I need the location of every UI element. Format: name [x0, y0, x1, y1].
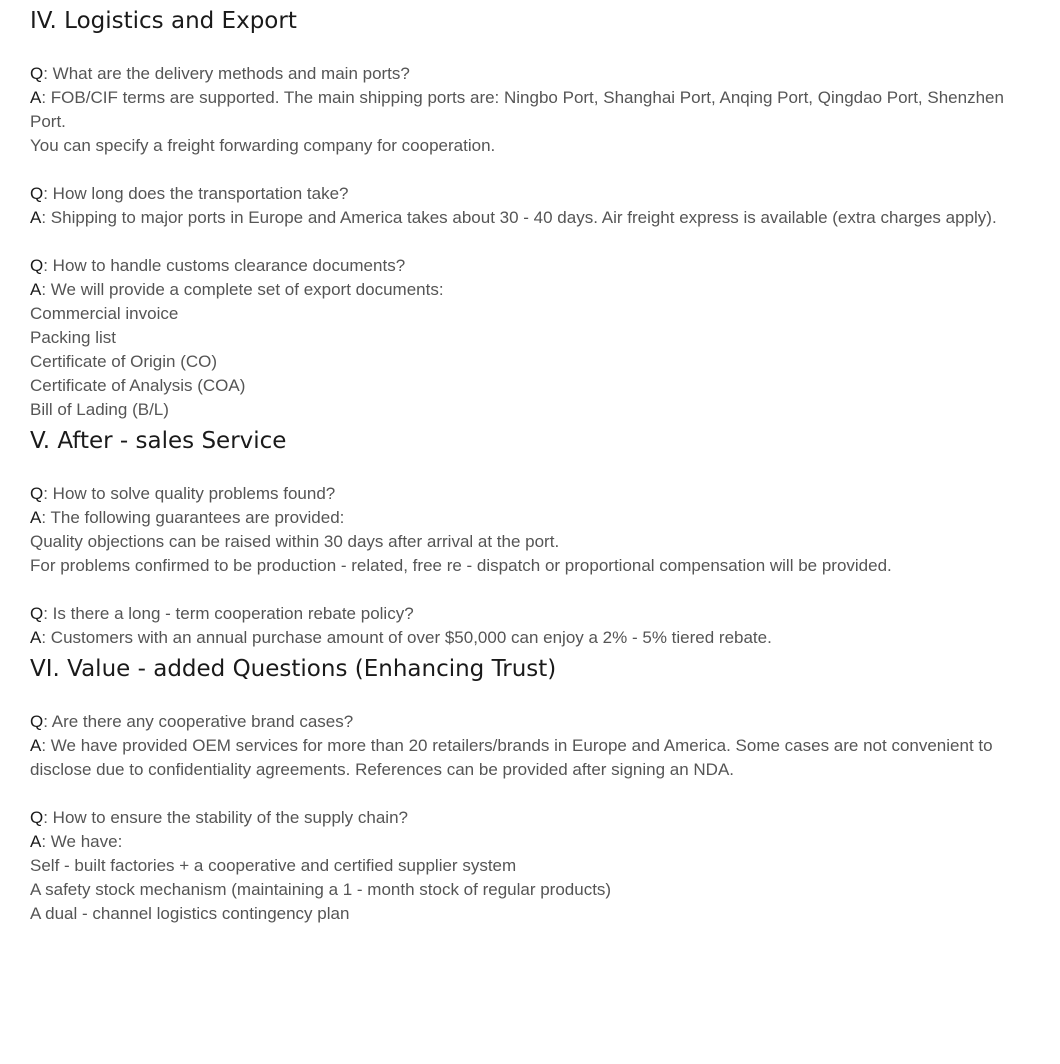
question-text: : How to ensure the stability of the supply chain?	[43, 808, 408, 827]
question-tag: Q	[30, 604, 44, 623]
answer-tag: A	[30, 736, 42, 755]
answer	[30, 206, 1030, 230]
answer	[30, 626, 1030, 650]
qa-item	[30, 182, 1030, 230]
qa-item	[30, 602, 1030, 650]
answer-tag: A	[30, 832, 42, 851]
question-tag: Q	[30, 64, 44, 83]
section-title: IV. Logistics and Export	[30, 8, 297, 34]
answer	[30, 506, 1030, 530]
answer-detail: Commercial invoice	[30, 304, 179, 323]
answer-detail: Self - built factories + a cooperative and certified supplier system	[30, 856, 517, 875]
answer-tag: A	[30, 628, 42, 647]
answer-text: : Shipping to major ports in Europe and America takes about 30 - 40 days. Air freight express is available (extra charges apply).	[41, 208, 997, 227]
answer	[30, 734, 1030, 782]
answer-text: : We have:	[41, 832, 123, 851]
answer-detail: A safety stock mechanism (maintaining a 1 - month stock of regular products)	[30, 880, 612, 899]
qa-item	[30, 254, 1030, 422]
answer-tag: A	[30, 208, 42, 227]
section-after-sales	[30, 424, 1030, 650]
answer-text: : The following guarantees are provided:	[41, 508, 345, 527]
answer-text: : FOB/CIF terms are supported. The main shipping ports are: Ningbo Port, Shanghai Port, Anqing Port, Qingdao Port, Shenzhen Port.	[30, 88, 1004, 131]
answer-text: : Customers with an annual purchase amount of over $50,000 can enjoy a 2% - 5% tiered rebate.	[41, 628, 772, 647]
question-text: : How long does the transportation take?	[43, 184, 349, 203]
answer	[30, 830, 1030, 854]
answer-text: : We have provided OEM services for more than 20 retailers/brands in Europe and America. Some cases are not convenient to disclose due to confidentiality agreements. References can be provided after signing an NDA.	[30, 736, 993, 779]
answer-detail: A dual - channel logistics contingency plan	[30, 904, 350, 923]
answer-detail: You can specify a freight forwarding company for cooperation.	[30, 136, 496, 155]
answer-detail: For problems confirmed to be production - related, free re - dispatch or proportional compensation will be provided.	[30, 556, 892, 575]
question-text: : How to handle customs clearance documents?	[43, 256, 406, 275]
qa-item	[30, 710, 1030, 782]
qa-item	[30, 62, 1030, 158]
question-tag: Q	[30, 808, 44, 827]
answer-tag: A	[30, 88, 42, 107]
question	[30, 806, 1030, 830]
answer-tag: A	[30, 508, 42, 527]
answer-text: : We will provide a complete set of export documents:	[41, 280, 444, 299]
answer-detail: Certificate of Origin (CO)	[30, 352, 218, 371]
question-text: : Is there a long - term cooperation rebate policy?	[43, 604, 414, 623]
qa-item	[30, 806, 1030, 926]
question	[30, 62, 1030, 86]
question	[30, 182, 1030, 206]
question-tag: Q	[30, 184, 44, 203]
answer	[30, 278, 1030, 302]
qa-item	[30, 482, 1030, 578]
question	[30, 602, 1030, 626]
question-text: : Are there any cooperative brand cases?	[43, 712, 354, 731]
question	[30, 254, 1030, 278]
answer-detail: Bill of Lading (B/L)	[30, 400, 169, 419]
question	[30, 710, 1030, 734]
question-tag: Q	[30, 484, 44, 503]
answer	[30, 86, 1030, 134]
section-value-added	[30, 652, 1030, 926]
question-tag: Q	[30, 256, 44, 275]
section-title: V. After - sales Service	[30, 428, 287, 454]
section-title: VI. Value - added Questions (Enhancing Trust)	[30, 656, 557, 682]
answer-detail: Quality objections can be raised within 30 days after arrival at the port.	[30, 532, 560, 551]
section-logistics	[30, 4, 1030, 422]
answer-detail: Packing list	[30, 328, 116, 347]
question	[30, 482, 1030, 506]
question-text: : What are the delivery methods and main ports?	[43, 64, 410, 83]
question-tag: Q	[30, 712, 44, 731]
answer-detail: Certificate of Analysis (COA)	[30, 376, 246, 395]
question-text: : How to solve quality problems found?	[43, 484, 336, 503]
answer-tag: A	[30, 280, 42, 299]
